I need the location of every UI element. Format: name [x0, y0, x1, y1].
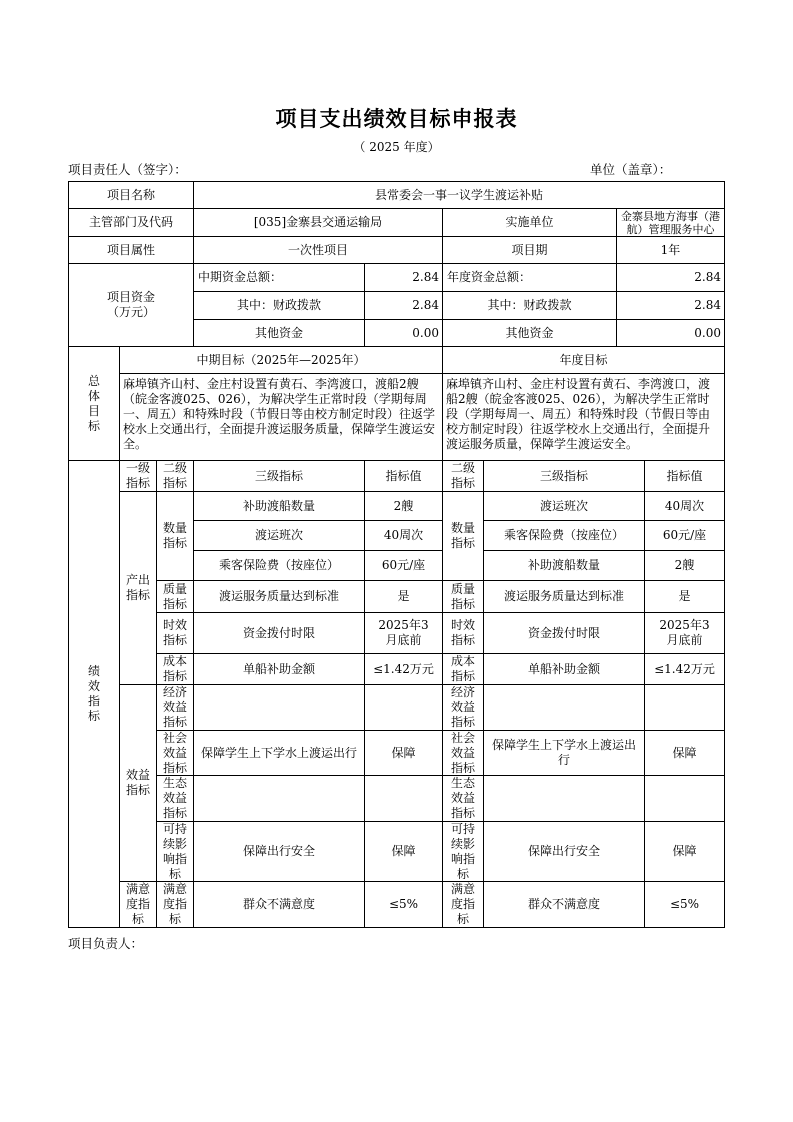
header-level3-left: 三级指标	[193, 460, 365, 492]
left-social: 保障学生上下学水上渡运出行	[193, 730, 365, 776]
dept-label: 主管部门及代码	[68, 208, 194, 237]
year-goal-text: 麻埠镇齐山村、金庄村设置有黄石、李湾渡口，渡船2艘（皖金客渡025、026），为解决学生正常时段（学期每周一、周五）和特殊时段（节假日等由校方制定时段）往返学校水上交通出行，全面提升渡运服务质量，保障学生渡运安全。	[442, 373, 725, 461]
attr-value: 一次性项目	[193, 236, 443, 264]
right-time: 资金拨付时限	[483, 612, 645, 654]
right-q1: 渡运班次	[483, 491, 645, 521]
left-cost-value: ≤1.42万元	[364, 653, 443, 685]
header-level2-left: 二级指标	[156, 460, 194, 492]
period-value: 1年	[616, 236, 725, 264]
right-q2-value: 60元/座	[644, 520, 725, 551]
left-eco	[193, 775, 365, 822]
mid-total-label: 中期资金总额：	[193, 263, 365, 292]
year-total-value: 2.84	[616, 263, 725, 292]
header-value-left: 指标值	[364, 460, 443, 492]
year-other-value: 0.00	[616, 319, 725, 347]
footer-label: 项目负责人：	[68, 936, 144, 951]
right-econ	[483, 684, 645, 731]
header-level2-right: 二级指标	[442, 460, 484, 492]
left-sustain: 保障出行安全	[193, 821, 365, 882]
benefit-label: 效益指标	[119, 684, 157, 882]
goal-label: 总体目标	[68, 346, 120, 461]
right-social: 保障学生上下学水上渡运出行	[483, 730, 645, 776]
cost-label-left: 成本指标	[156, 653, 194, 685]
left-q2-value: 40周次	[364, 520, 443, 551]
left-quality-value: 是	[364, 580, 443, 613]
attr-label: 项目属性	[68, 236, 194, 264]
eco-label-left: 生态效益指标	[156, 775, 194, 822]
right-cost: 单船补助金额	[483, 653, 645, 685]
left-time-value: 2025年3月底前	[364, 612, 443, 654]
right-q3: 补助渡船数量	[483, 550, 645, 581]
year-other-label: 其他资金	[442, 319, 617, 347]
mid-goal-text: 麻埠镇齐山村、金庄村设置有黄石、李湾渡口，渡船2艘（皖金客渡025、026），为解决学生正常时段（学期每周一、周五）和特殊时段（节假日等由校方制定时段）往返学校水上交通出行，全面提升渡运服务质量，保障学生渡运安全。	[119, 373, 443, 461]
left-q3-value: 60元/座	[364, 550, 443, 581]
mid-total-value: 2.84	[364, 263, 443, 292]
impl-label: 实施单位	[442, 208, 617, 237]
impl-value: 金寨县地方海事（港航）管理服务中心	[616, 208, 725, 237]
mid-goal-header: 中期目标（2025年—2025年）	[119, 346, 443, 374]
econ-label-left: 经济效益指标	[156, 684, 194, 731]
right-quality-value: 是	[644, 580, 725, 613]
left-sustain-value: 保障	[364, 821, 443, 882]
sustain-label-right: 可持续影响指标	[442, 821, 484, 882]
page-title: 项目支出绩效目标申报表	[275, 107, 518, 131]
fund-label: 项目资金（万元）	[68, 263, 194, 347]
output-label: 产出指标	[119, 491, 157, 685]
sat-label-left: 满意度指标	[156, 881, 194, 928]
right-econ-value	[644, 684, 725, 731]
quality-label-left: 质量指标	[156, 580, 194, 613]
econ-label-right: 经济效益指标	[442, 684, 484, 731]
year-line: （ 2025 年度）	[353, 140, 440, 154]
social-label-left: 社会效益指标	[156, 730, 194, 776]
right-q2: 乘客保险费（按座位）	[483, 520, 645, 551]
right-quality: 渡运服务质量达到标准	[483, 580, 645, 613]
right-sustain-value: 保障	[644, 821, 725, 882]
left-q2: 渡运班次	[193, 520, 365, 551]
owner-label: 项目责任人（签字）：	[68, 162, 187, 177]
left-q1-value: 2艘	[364, 491, 443, 521]
quality-label-right: 质量指标	[442, 580, 484, 613]
perf-label: 绩效指标	[68, 460, 120, 928]
right-cost-value: ≤1.42万元	[644, 653, 725, 685]
dept-value: [035]金寨县交通运输局	[193, 208, 443, 237]
header-level1: 一级指标	[119, 460, 157, 492]
left-eco-value	[364, 775, 443, 822]
left-cost: 单船补助金额	[193, 653, 365, 685]
mid-other-label: 其他资金	[193, 319, 365, 347]
right-q3-value: 2艘	[644, 550, 725, 581]
left-quality: 渡运服务质量达到标准	[193, 580, 365, 613]
header-value-right: 指标值	[644, 460, 725, 492]
left-social-value: 保障	[364, 730, 443, 776]
left-q1: 补助渡船数量	[193, 491, 365, 521]
left-time: 资金拨付时限	[193, 612, 365, 654]
right-time-value: 2025年3月底前	[644, 612, 725, 654]
time-label-right: 时效指标	[442, 612, 484, 654]
right-eco-value	[644, 775, 725, 822]
mid-fiscal-value: 2.84	[364, 291, 443, 320]
right-sat-value: ≤5%	[644, 881, 725, 928]
cost-label-right: 成本指标	[442, 653, 484, 685]
year-total-label: 年度资金总额：	[442, 263, 617, 292]
period-label: 项目期	[442, 236, 617, 264]
right-sat: 群众不满意度	[483, 881, 645, 928]
time-label-left: 时效指标	[156, 612, 194, 654]
mid-other-value: 0.00	[364, 319, 443, 347]
left-sat-value: ≤5%	[364, 881, 443, 928]
quantity-label-left: 数量指标	[156, 491, 194, 581]
year-fiscal-label: 其中：财政拨款	[442, 291, 617, 320]
right-q1-value: 40周次	[644, 491, 725, 521]
right-eco	[483, 775, 645, 822]
year-goal-header: 年度目标	[442, 346, 725, 374]
sustain-label-left: 可持续影响指标	[156, 821, 194, 882]
project-name-value: 县常委会一事一议学生渡运补贴	[193, 181, 725, 209]
left-econ	[193, 684, 365, 731]
social-label-right: 社会效益指标	[442, 730, 484, 776]
left-q3: 乘客保险费（按座位）	[193, 550, 365, 581]
satisfaction-label: 满意度指标	[119, 881, 157, 928]
eco-label-right: 生态效益指标	[442, 775, 484, 822]
unit-label: 单位（盖章）：	[590, 162, 672, 177]
right-sustain: 保障出行安全	[483, 821, 645, 882]
left-econ-value	[364, 684, 443, 731]
sat-label-right: 满意度指标	[442, 881, 484, 928]
quantity-label-right: 数量指标	[442, 491, 484, 581]
right-social-value: 保障	[644, 730, 725, 776]
mid-fiscal-label: 其中：财政拨款	[193, 291, 365, 320]
left-sat: 群众不满意度	[193, 881, 365, 928]
project-name-label: 项目名称	[68, 181, 194, 209]
header-level3-right: 三级指标	[483, 460, 645, 492]
year-fiscal-value: 2.84	[616, 291, 725, 320]
